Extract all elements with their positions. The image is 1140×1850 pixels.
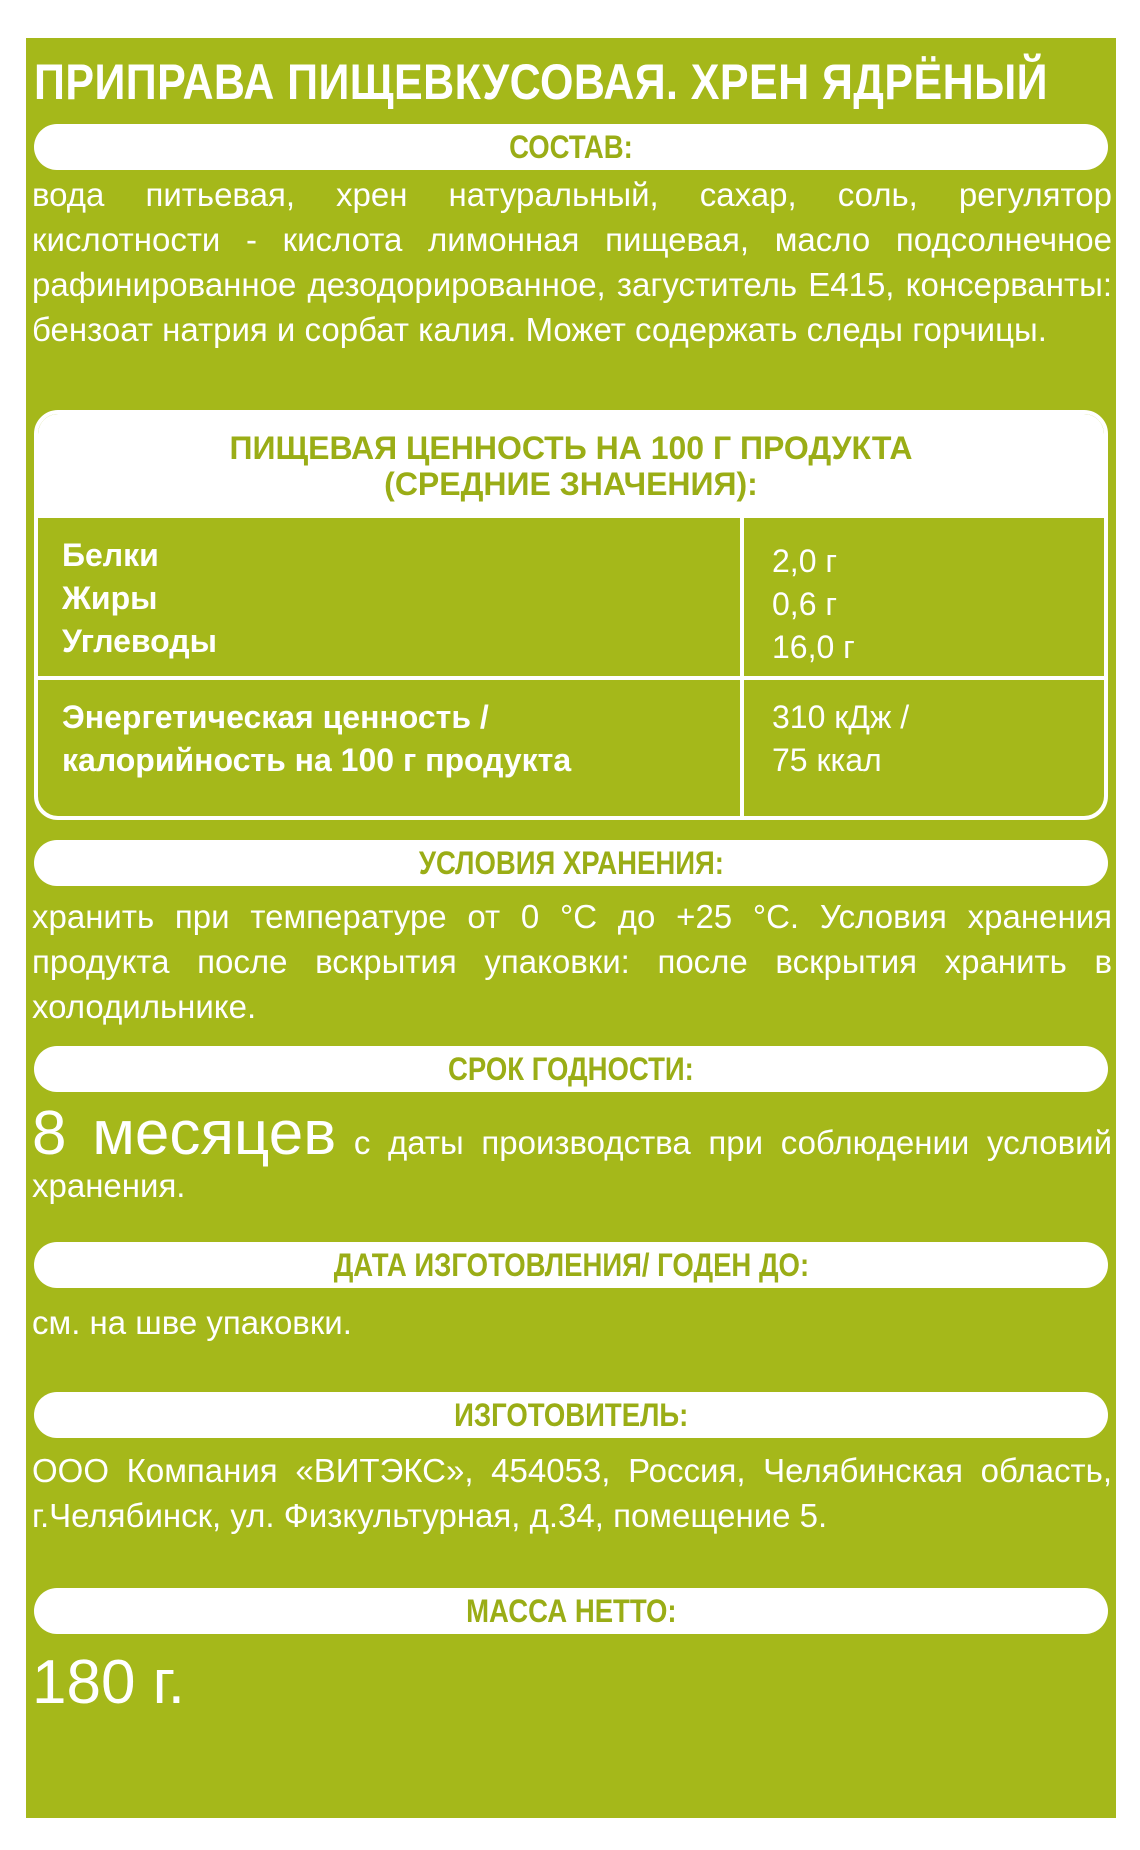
table-divider-horizontal [38, 676, 1104, 680]
energy-label: Энергетическая ценность / калорийность на 100 г продукта [62, 699, 572, 778]
label-panel [26, 38, 1116, 1818]
table-divider-vertical [740, 518, 744, 820]
manufacturer-heading: ИЗГОТОВИТЕЛЬ: [34, 1392, 1108, 1438]
storage-text: хранить при температуре от 0 °С до +25 °С. Условия хранения продукта после вскрытия упаковки: после вскрытия хранить в холодильнике. [32, 898, 1112, 1025]
nutrient-value-carbs: 16,0 г [772, 629, 855, 665]
nutrition-table [34, 410, 1108, 820]
nutrient-label-fat: Жиры [62, 580, 158, 616]
production-date-text: см. на шве упаковки. [32, 1304, 352, 1341]
shelf-life-text: 8 месяцев с даты производства при соблюдении условий хранения. [32, 1099, 1113, 1204]
net-mass-heading: МАССА НЕТТО: [34, 1588, 1108, 1634]
manufacturer-text: ООО Компания «ВИТЭКС», 454053, Россия, Челябинская область, г.Челябинск, ул. Физкультурная, д.34, помещение 5. [32, 1452, 1112, 1534]
product-title: ПРИПРАВА ПИЩЕВКУСОВАЯ. ХРЕН ЯДРЁНЫЙ [34, 54, 1049, 110]
nutrient-value-fat: 0,6 г [772, 586, 838, 622]
production-date-heading: ДАТА ИЗГОТОВЛЕНИЯ/ ГОДЕН ДО: [34, 1242, 1108, 1288]
composition-heading: СОСТАВ: [34, 124, 1108, 170]
shelf-life-heading: СРОК ГОДНОСТИ: [34, 1046, 1108, 1092]
nutrient-label-protein: Белки [62, 537, 159, 573]
nutrient-labels [62, 534, 217, 663]
nutrient-label-carbs: Углеводы [62, 623, 217, 659]
nutrition-heading: ПИЩЕВАЯ ЦЕННОСТЬ НА 100 Г ПРОДУКТА (СРЕДНИЕ ЗНАЧЕНИЯ): [38, 414, 1104, 518]
nutrient-values [772, 540, 855, 669]
nutrient-value-protein: 2,0 г [772, 543, 838, 579]
net-mass-value: 180 г. [32, 1648, 185, 1717]
shelf-life-value: 8 месяцев [32, 1099, 337, 1168]
energy-value: 310 кДж / 75 ккал [772, 699, 910, 778]
storage-heading: УСЛОВИЯ ХРАНЕНИЯ: [34, 840, 1108, 886]
composition-text: вода питьевая, хрен натуральный, сахар, соль, регулятор кислотности - кислота лимонная пищевая, масло подсолнечное рафинированное дезодорированное, загуститель Е415, консерванты: бензоат натрия и сорбат калия. Может содержать следы горчицы. [32, 176, 1112, 348]
